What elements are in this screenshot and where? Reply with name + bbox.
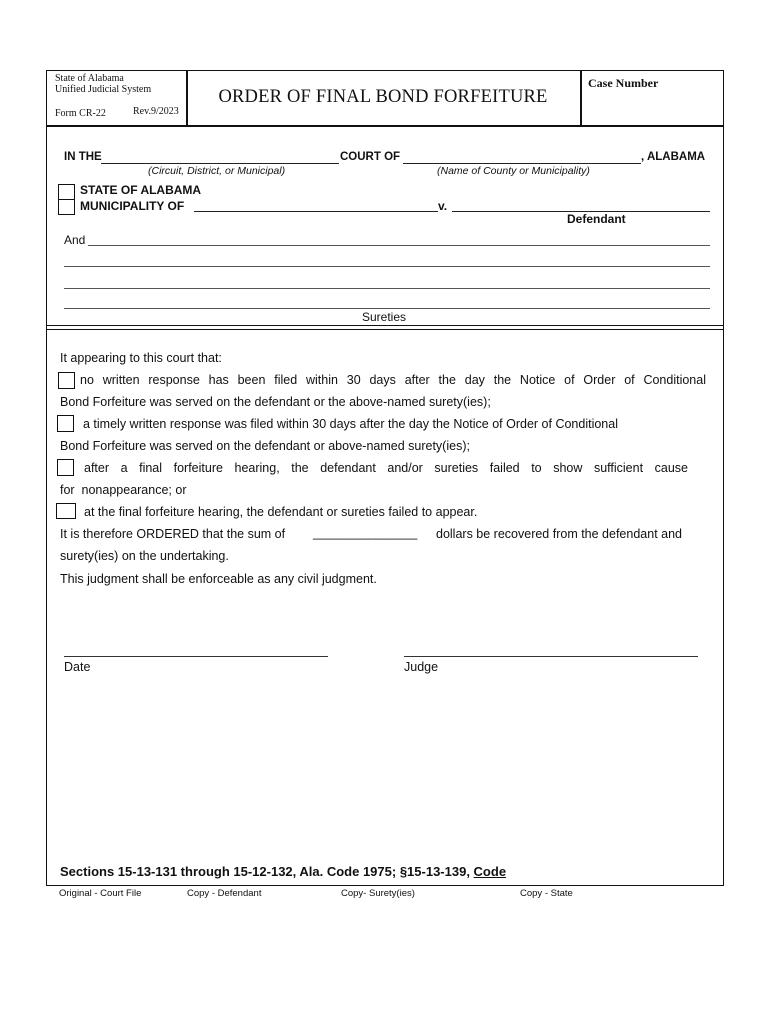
and-label: And [64,233,86,247]
intro-text: It appearing to this court that: [60,351,222,365]
system-label: Unified Judicial System [55,84,152,95]
court-of-label: COURT OF [340,151,401,163]
option3-checkbox[interactable] [57,459,74,476]
defendant-label: Defendant [567,212,626,226]
option4-checkbox[interactable] [56,503,76,519]
sureties-label: Sureties [362,310,407,324]
ordered-text-a: It is therefore ORDERED that the sum of [60,527,286,541]
versus-label: v. [438,199,448,213]
court-type-caption: (Circuit, District, or Municipal) [148,165,286,177]
date-label: Date [64,660,91,674]
surety-field-4[interactable] [64,298,710,309]
statute-citation [60,864,506,879]
state-label: State of Alabama [55,73,124,84]
option1-line2: Bond Forfeiture was served on the defendant or the above-named surety(ies); [60,395,491,409]
distribution-original: Original - Court File [59,888,142,899]
state-option-label: STATE OF ALABAMA [80,183,202,197]
civil-judgment-text: This judgment shall be enforceable as any civil judgment. [60,572,377,586]
option3-line2: for nonappearance; or [60,483,187,497]
option4-line1: at the final forfeiture hearing, the defendant or sureties failed to appear. [84,505,478,519]
case-number-label: Case Number [588,76,659,90]
ordered-text-b: dollars be recovered from the defendant and [436,527,682,541]
judge-label: Judge [404,660,439,674]
municipality-field[interactable] [194,200,438,212]
judge-signature-field[interactable] [404,640,698,657]
option2-line1: a timely written response was filed within 30 days after the day the Notice of Order of Conditional [83,417,618,431]
case-number-field[interactable] [583,92,719,122]
amount-field[interactable]: _______________ [313,526,418,540]
option1-line1: no written response has been filed within 30 days after the day the Notice of Order of Conditional [80,373,706,387]
municipality-option-label: MUNICIPALITY OF [80,199,185,213]
option1-checkbox[interactable] [58,372,75,389]
alabama-label: , ALABAMA [641,151,706,163]
distribution-surety: Copy- Surety(ies) [341,888,415,899]
surety-field-1[interactable] [88,234,710,246]
county-field[interactable] [403,152,641,164]
municipality-checkbox[interactable] [58,199,75,215]
surety-field-3[interactable] [64,278,710,289]
option2-line2: Bond Forfeiture was served on the defendant or above-named surety(ies); [60,439,470,453]
ordered-text-line2: surety(ies) on the undertaking. [60,549,229,563]
option2-checkbox[interactable] [57,415,74,432]
statute-citation-text: Sections 15-13-131 through 15-12-132, Ala. Code 1975; §15-13-139, [60,864,474,879]
distribution-defendant: Copy - Defendant [187,888,262,899]
county-caption: (Name of County or Municipality) [437,165,590,177]
code-link[interactable]: Code [473,864,507,879]
date-field[interactable] [64,640,328,657]
surety-field-2[interactable] [64,256,710,267]
state-checkbox[interactable] [58,184,75,200]
form-number: Form CR-22 [55,108,106,119]
court-type-field[interactable] [101,152,339,164]
section-divider [46,325,723,330]
in-the-label: IN THE [64,151,102,163]
distribution-state: Copy - State [520,888,573,899]
defendant-field[interactable] [452,200,710,212]
option3-line1: after a final forfeiture hearing, the defendant and/or sureties failed to show sufficient cause [84,461,688,475]
header-divider-2 [580,70,582,126]
revision-label: Rev.9/2023 [133,106,179,117]
form-title: ORDER OF FINAL BOND FORFEITURE [218,87,548,107]
